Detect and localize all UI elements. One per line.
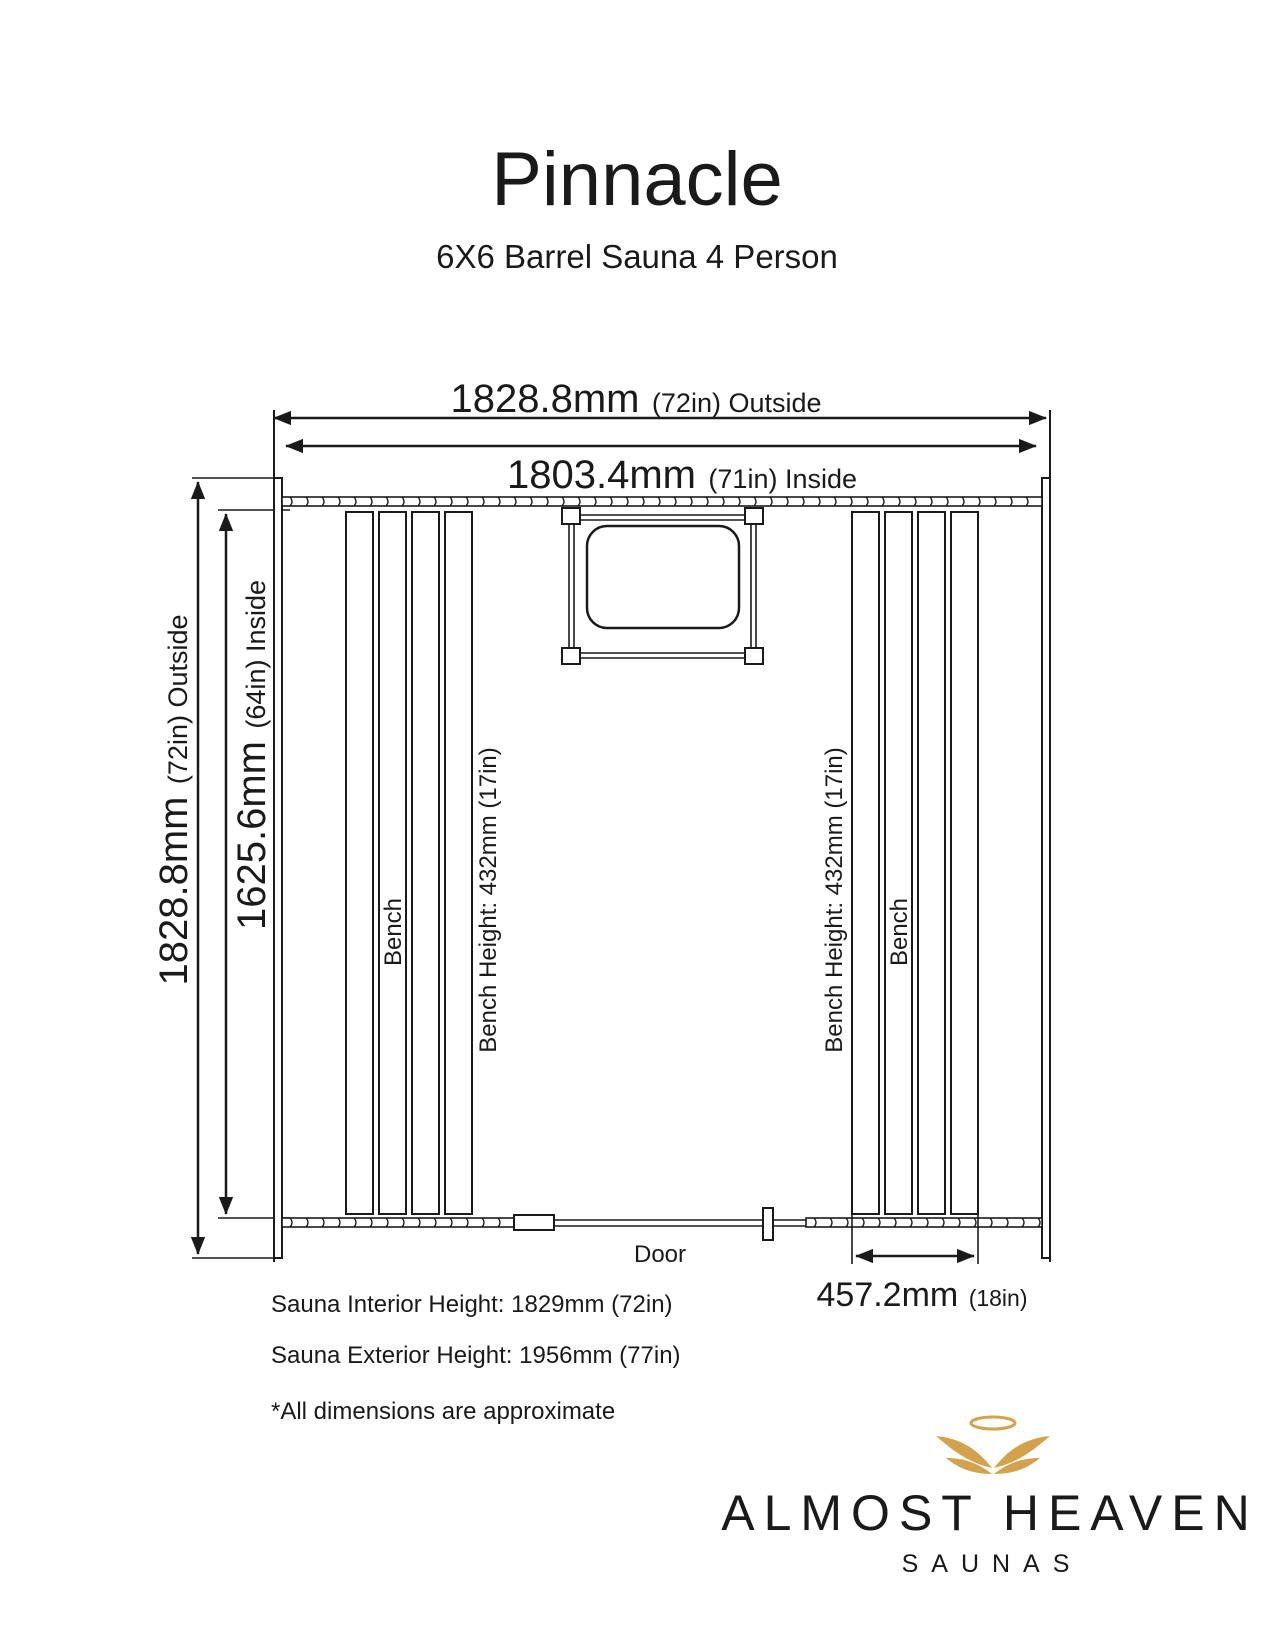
inside-width-dimension <box>507 453 857 497</box>
bench-slat <box>445 512 472 1214</box>
inside-depth-detail: (64in) Inside <box>241 579 271 729</box>
bench-slat <box>346 512 373 1214</box>
outside-depth-detail: (72in) Outside <box>163 614 193 785</box>
outside-depth-value: 1828.8mm <box>152 796 196 986</box>
left-wall <box>274 478 282 1258</box>
inside-width-detail: (71in) Inside <box>708 464 858 494</box>
bench-slat <box>885 512 912 1214</box>
heater-stone-tray <box>587 526 739 628</box>
interior-height-note: Sauna Interior Height: 1829mm (72in) <box>271 1291 673 1318</box>
outside-width-dimension <box>450 377 821 421</box>
door-hinge-block <box>514 1215 554 1230</box>
bench-depth-value: 457.2mm <box>816 1276 959 1314</box>
halo-icon <box>971 1417 1015 1429</box>
inside-depth-dimension <box>230 580 274 930</box>
door-label: Door <box>633 1241 687 1268</box>
right-wall <box>1042 478 1050 1258</box>
page-subtitle: 6X6 Barrel Sauna 4 Person <box>436 238 838 275</box>
bench-slat <box>951 512 978 1214</box>
door-handle <box>763 1208 773 1240</box>
bench-slat <box>379 512 406 1214</box>
page-title: Pinnacle <box>491 137 783 222</box>
brand-tagline: SAUNAS <box>901 1550 1083 1578</box>
bench-left <box>346 512 472 1214</box>
exterior-height-note: Sauna Exterior Height: 1956mm (77in) <box>271 1342 681 1369</box>
bench-height-right-label: Bench Height: 432mm (17in) <box>821 747 848 1053</box>
inside-depth-value: 1625.6mm <box>230 741 274 931</box>
bench-right-label: Bench <box>886 897 913 967</box>
outside-width-detail: (72in) Outside <box>651 388 822 418</box>
bench-left-label: Bench <box>380 897 407 967</box>
outside-depth-dimension <box>152 614 196 985</box>
inside-width-value: 1803.4mm <box>506 453 696 497</box>
bench-slat <box>852 512 879 1214</box>
bottom-wall-staves-left <box>282 1218 514 1227</box>
bench-height-left-label: Bench Height: 432mm (17in) <box>475 747 502 1053</box>
bench-right <box>852 512 978 1214</box>
approximate-note: *All dimensions are approximate <box>271 1398 616 1425</box>
outside-width-value: 1828.8mm <box>450 377 640 421</box>
brand-logo-mark <box>936 1417 1050 1474</box>
bench-slat <box>412 512 439 1214</box>
bench-depth-detail: (18in) <box>968 1285 1028 1311</box>
top-wall-staves <box>282 497 1042 506</box>
door <box>514 1208 806 1240</box>
bench-depth-dimension <box>817 1276 1028 1314</box>
heater <box>562 508 763 664</box>
brand-name: ALMOST HEAVEN <box>721 1485 1259 1541</box>
bench-slat <box>918 512 945 1214</box>
